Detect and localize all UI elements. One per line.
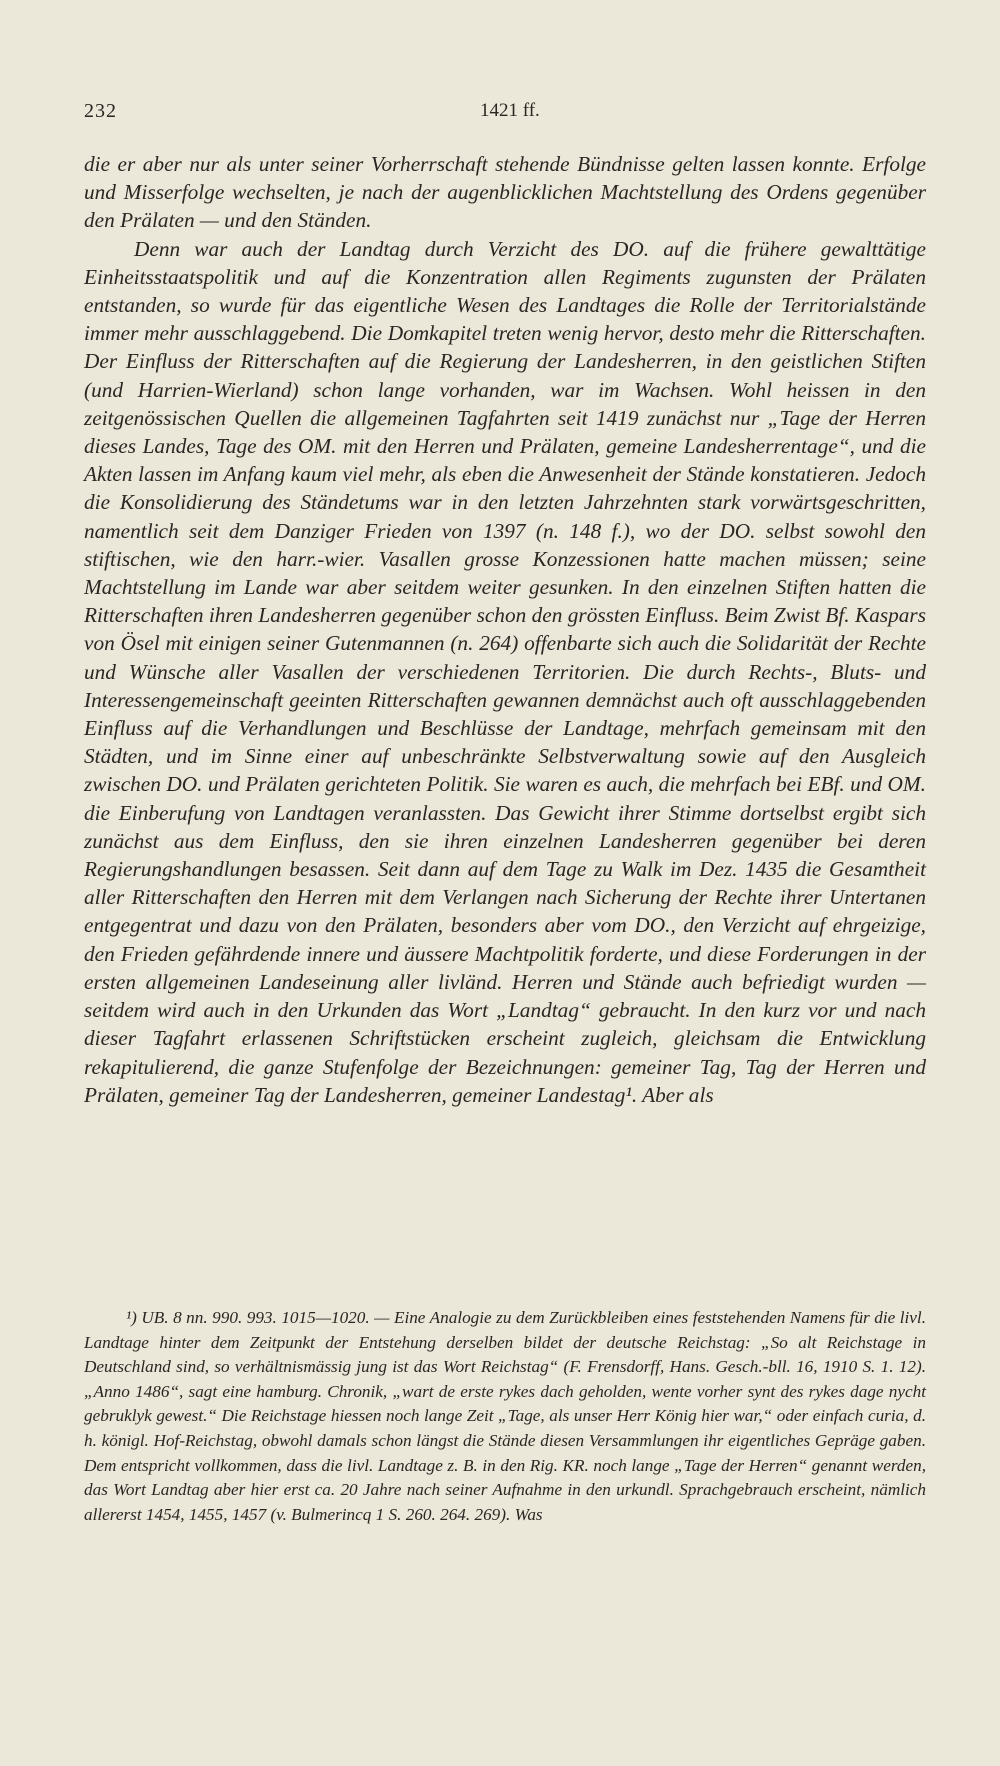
footnote: ¹) UB. 8 nn. 990. 993. 1015—1020. — Eine Analogie zu dem Zurückbleiben eines feststehenden Namens für die livl. Landtage hinter dem Zeitpunkt der Entstehung derselben bildet der deutsche Reichstag: „So alt Reichstage in Deutschland sind, so verhältnismässig jung ist das Wort Reichstag“ (F. Frensdorff, Hans. Gesch.-bll. 16, 1910 S. 1. 12). „Anno 1486“, sagt eine hamburg. Chronik, „wart de erste rykes dach geholden, wente vorher synt des rykes dage nycht gebruklyk gewest.“ Die Reichstage hiessen noch lange Zeit „Tage, als unser Herr König hier war,“ oder einfach curia, d. h. königl. Hof-Reichstag, obwohl damals schon längst die Stände diesen Versammlungen ihr eigentliches Gepräge gaben. Dem entspricht vollkommen, dass die livl. Landtage z. B. in den Rig. KR. noch lange „Tage der Herren“ genannt werden, das Wort Landtag aber hier erst ca. 20 Jahre nach seiner Aufnahme in den urkundl. Sprachgebrauch erscheint, nämlich allererst 1454, 1455, 1457 (v. Bulmerincq 1 S. 260. 264. 269). Was xyxy=(84,1308,926,1524)
running-head: 1421 ff. xyxy=(480,100,540,121)
paragraph: Denn war auch der Landtag durch Verzicht des DO. auf die frühere gewalttätige Einheitsstaatspolitik und auf die Konzentration allen Regiments zugunsten der Prälaten entstanden, so wurde für das eigentliche Wesen des Landtages die Rolle der Territorialstände immer mehr ausschlaggebend. Die Domkapitel treten wenig hervor, desto mehr die Ritterschaften. Der Einfluss der Ritterschaften auf die Regierung der Landesherren, in den geistlichen Stiften (und Harrien-Wierland) schon lange vorhanden, war im Wachsen. Wohl heissen in den zeitgenössischen Quellen die allgemeinen Tagfahrten seit 1419 zunächst nur „Tage der Herren dieses Landes, Tage des OM. mit den Herren und Prälaten, gemeine Landesherrentage“, und die Akten lassen im Anfang kaum viel mehr, als eben die Anwesenheit der Stände konstatieren. Jedoch die Konsolidierung des Ständetums war in den letzten Jahrzehnten stark vorwärtsgeschritten, namentlich seit dem Danziger Frieden von 1397 (n. 148 f.), wo der DO. selbst sowohl den stiftischen, wie den harr.-wier. Vasallen grosse Konzessionen hatte machen müssen; seine Machtstellung im Lande war aber seitdem weiter gesunken. In den einzelnen Stiften hatten die Ritterschaften ihren Landesherren gegenüber schon den grössten Einfluss. Beim Zwist Bf. Kaspars von Ösel mit einigen seiner Gutenmannen (n. 264) offenbarte sich auch die Solidarität der Rechte und Wünsche aller Vasallen der verschiedenen Territorien. Die durch Rechts-, Bluts- und Interessengemeinschaft geeinten Ritterschaften gewannen demnächst auch oft ausschlaggebenden Einfluss auf die Verhandlungen und Beschlüsse der Landtage, mehrfach gemeinsam mit den Städten, und im Sinne einer auf unbeschränkte Selbstverwaltung sowie auf den Ausgleich zwischen DO. und Prälaten gerichteten Politik. Sie waren es auch, die mehrfach bei EBf. und OM. die Einberufung von Landtagen veranlassten. Das Gewicht ihrer Stimme dortselbst ergibt sich zunächst aus dem Einfluss, den sie ihren einzelnen Landesherren gegenüber bei deren Regierungshandlungen besassen. Seit dann auf dem Tage zu Walk im Dez. 1435 die Gesamtheit aller Ritterschaften den Herren mit dem Verlangen nach Sicherung der Rechte ihrer Untertanen entgegentrat und dazu von den Prälaten, besonders aber vom DO., den Verzicht auf ehrgeizige, den Frieden gefährdende innere und äussere Machtpolitik forderte, und diese Forderungen in der ersten allgemeinen Landeseinung aller livländ. Herren und Stände auch befriedigt wurden — seitdem wird auch in den Urkunden das Wort „Landtag“ gebraucht. In den kurz vor und nach dieser Tagfahrt erlassenen Schriftstücken erscheint zugleich, gleichsam die Entwicklung rekapitulierend, die ganze Stufenfolge der Bezeichnungen: gemeiner Tag, Tag der Herren und Prälaten, gemeiner Tag der Landesherren, gemeiner Landestag¹. Aber als xyxy=(84,236,926,1107)
body-text xyxy=(84,150,926,1109)
page-number: 232 xyxy=(84,100,117,122)
paragraph: die er aber nur als unter seiner Vorherrschaft stehende Bündnisse gelten lassen konnte. Erfolge und Misserfolge wechselten, je nach der augenblicklichen Machtstellung des Ordens gegenüber den Prälaten — und den Ständen. xyxy=(84,152,926,233)
footnotes xyxy=(84,1306,926,1527)
page-header xyxy=(84,100,920,126)
